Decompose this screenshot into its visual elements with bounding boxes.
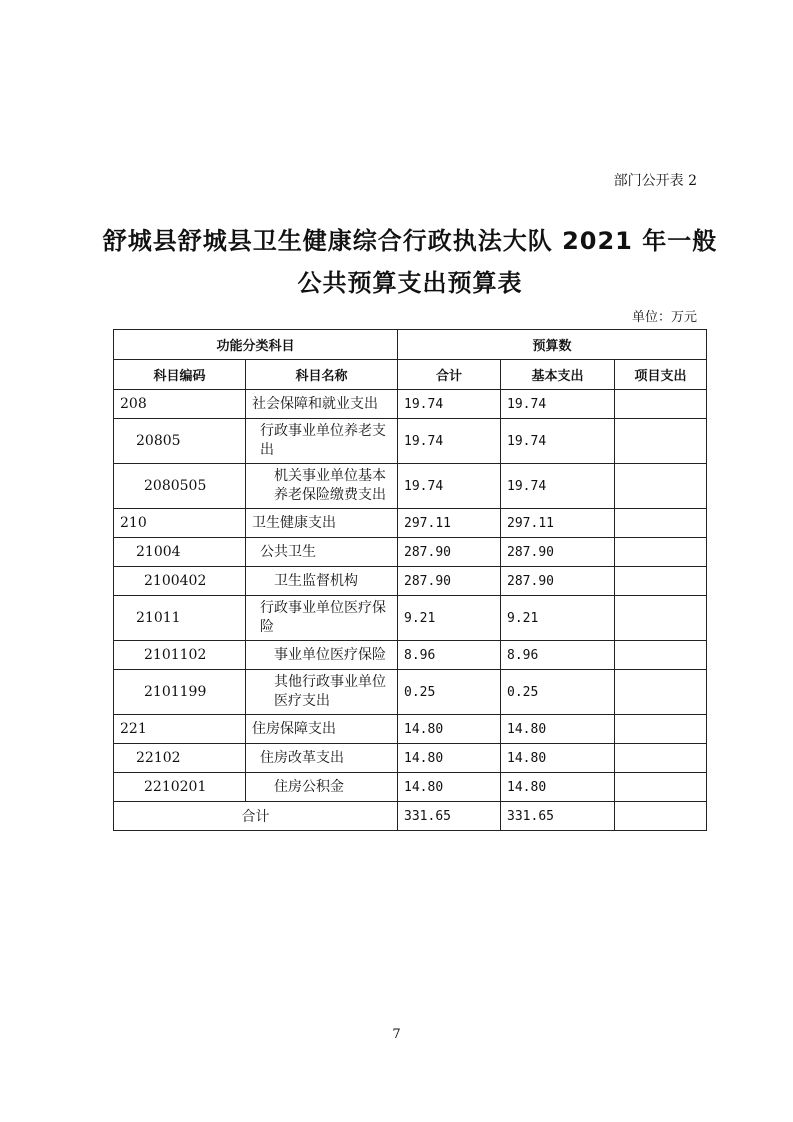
row-code: 221 [114, 715, 246, 744]
row-total: 19.74 [398, 464, 501, 509]
row-basic: 8.96 [501, 641, 615, 670]
header-budget-amount: 预算数 [398, 330, 707, 360]
row-name: 行政事业单位养老支出 [246, 419, 398, 464]
row-total: 297.11 [398, 509, 501, 538]
row-code: 2100402 [114, 567, 246, 596]
row-project [615, 744, 707, 773]
table-row [114, 567, 707, 596]
row-project [615, 596, 707, 641]
row-name: 其他行政事业单位医疗支出 [246, 670, 398, 715]
table-row [114, 641, 707, 670]
table-row [114, 670, 707, 715]
row-total: 14.80 [398, 715, 501, 744]
row-name: 社会保障和就业支出 [246, 390, 398, 419]
form-label: 部门公开表 2 [613, 173, 697, 189]
row-basic: 14.80 [501, 773, 615, 802]
row-basic: 287.90 [501, 567, 615, 596]
row-name: 事业单位医疗保险 [246, 641, 398, 670]
row-name: 公共卫生 [246, 538, 398, 567]
header-function-classification: 功能分类科目 [114, 330, 398, 360]
unit-label: 单位：万元 [631, 310, 697, 325]
row-code: 210 [114, 509, 246, 538]
row-project [615, 715, 707, 744]
table-row [114, 538, 707, 567]
header-code: 科目编码 [114, 360, 246, 390]
table-row [114, 419, 707, 464]
header-name: 科目名称 [246, 360, 398, 390]
row-basic: 287.90 [501, 538, 615, 567]
row-project [615, 567, 707, 596]
row-total: 14.80 [398, 744, 501, 773]
row-total: 14.80 [398, 773, 501, 802]
row-total: 9.21 [398, 596, 501, 641]
table-row [114, 509, 707, 538]
total-row [114, 802, 707, 831]
table-row [114, 715, 707, 744]
row-code: 2080505 [114, 464, 246, 509]
row-basic: 19.74 [501, 390, 615, 419]
row-project [615, 464, 707, 509]
table-row [114, 744, 707, 773]
table-row [114, 773, 707, 802]
title-line-1: 舒城县舒城县卫生健康综合行政执法大队 2021 年一般 [102, 227, 718, 255]
row-project [615, 419, 707, 464]
row-code: 2101102 [114, 641, 246, 670]
table-row [114, 464, 707, 509]
row-name: 住房保障支出 [246, 715, 398, 744]
header-total: 合计 [398, 360, 501, 390]
row-project [615, 641, 707, 670]
row-code: 2210201 [114, 773, 246, 802]
row-name: 卫生健康支出 [246, 509, 398, 538]
row-code: 208 [114, 390, 246, 419]
row-project [615, 509, 707, 538]
row-project [615, 390, 707, 419]
table-row [114, 596, 707, 641]
row-total: 287.90 [398, 538, 501, 567]
row-total: 287.90 [398, 567, 501, 596]
row-name: 住房改革支出 [246, 744, 398, 773]
total-project [615, 802, 707, 831]
row-code: 22102 [114, 744, 246, 773]
title-line-2: 公共预算支出预算表 [297, 269, 523, 297]
row-basic: 14.80 [501, 715, 615, 744]
row-basic: 14.80 [501, 744, 615, 773]
row-code: 21004 [114, 538, 246, 567]
row-total: 19.74 [398, 390, 501, 419]
row-basic: 19.74 [501, 419, 615, 464]
row-name: 行政事业单位医疗保险 [246, 596, 398, 641]
row-total: 8.96 [398, 641, 501, 670]
row-project [615, 773, 707, 802]
row-code: 20805 [114, 419, 246, 464]
row-code: 2101199 [114, 670, 246, 715]
row-project [615, 538, 707, 567]
table-row [114, 390, 707, 419]
total-sum: 331.65 [398, 802, 501, 831]
table-body [114, 390, 707, 802]
row-total: 0.25 [398, 670, 501, 715]
budget-table [113, 329, 707, 831]
header-project: 项目支出 [615, 360, 707, 390]
header-basic: 基本支出 [501, 360, 615, 390]
row-basic: 0.25 [501, 670, 615, 715]
row-name: 住房公积金 [246, 773, 398, 802]
row-basic: 297.11 [501, 509, 615, 538]
row-project [615, 670, 707, 715]
row-basic: 19.74 [501, 464, 615, 509]
row-name: 机关事业单位基本养老保险缴费支出 [246, 464, 398, 509]
page-title [60, 220, 760, 304]
row-name: 卫生监督机构 [246, 567, 398, 596]
total-basic: 331.65 [501, 802, 615, 831]
row-code: 21011 [114, 596, 246, 641]
total-label: 合计 [114, 802, 398, 831]
row-total: 19.74 [398, 419, 501, 464]
page-number: 7 [392, 1027, 401, 1042]
row-basic: 9.21 [501, 596, 615, 641]
